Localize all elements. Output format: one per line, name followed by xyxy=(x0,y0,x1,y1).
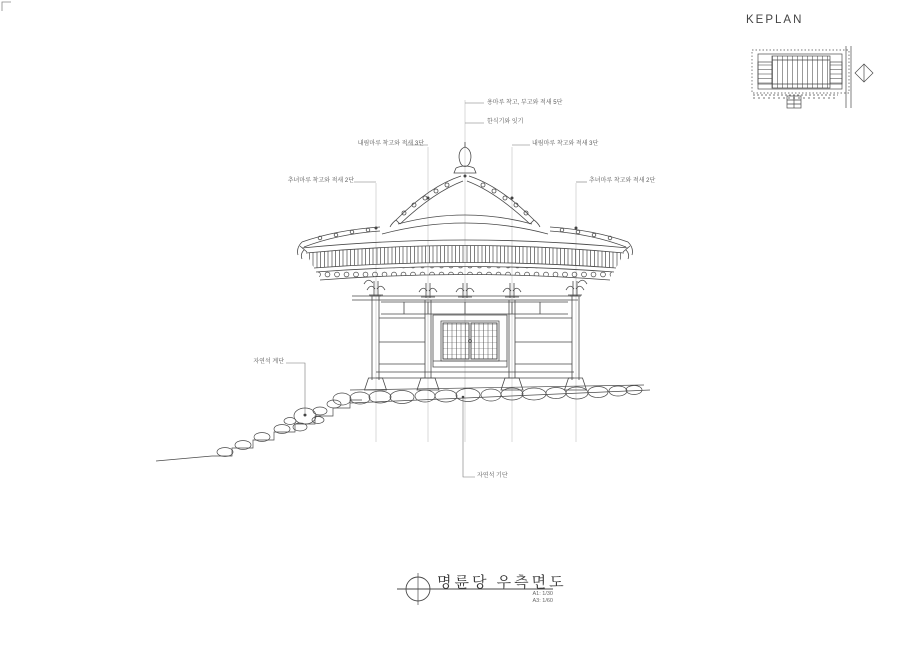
annotation-descending-ridge-right: 내림마루 착고와 적새 3단 xyxy=(532,141,599,147)
leader-lines xyxy=(286,103,587,477)
annotation-stone-stylobate: 자연석 기단 xyxy=(477,473,508,479)
scale-a3: A3: 1/60 xyxy=(532,598,553,604)
stone-steps xyxy=(156,400,362,461)
annotation-hip-ridge-right: 추녀마루 착고와 적새 2단 xyxy=(589,178,656,184)
annotation-main-ridge: 용마루 착고, 부고와 적새 5단 xyxy=(487,100,563,106)
lattice-window xyxy=(433,315,507,367)
annotation-descending-ridge-left: 내림마루 착고와 적새 3단 xyxy=(357,141,424,147)
keplan-heading: KEPLAN xyxy=(746,14,804,26)
keplan-road-lines xyxy=(846,46,851,108)
sheet-corner-mark xyxy=(2,2,11,11)
keplan-plan xyxy=(752,46,873,108)
annotation-korean-tile: 한식기와 잇기 xyxy=(487,119,524,125)
drawing-title: 명륜당 우측면도 xyxy=(437,574,567,591)
annotation-hip-ridge-left: 추녀마루 착고와 적새 2단 xyxy=(287,178,354,184)
north-arrow-icon xyxy=(855,64,873,82)
hip-ridge-right xyxy=(550,227,628,247)
bracket-sets xyxy=(364,280,587,298)
scale-a1: A1: 1/30 xyxy=(532,591,553,597)
annotation-stone-steps: 자연석 계단 xyxy=(253,359,284,365)
eave-rafters xyxy=(302,240,628,280)
stylobate-stones xyxy=(333,385,650,405)
floor-band xyxy=(376,372,574,378)
leader-dots xyxy=(304,175,578,417)
hip-ridge-left xyxy=(302,227,380,247)
descending-ridge-right xyxy=(467,176,540,227)
descending-ridge-left xyxy=(390,176,463,227)
